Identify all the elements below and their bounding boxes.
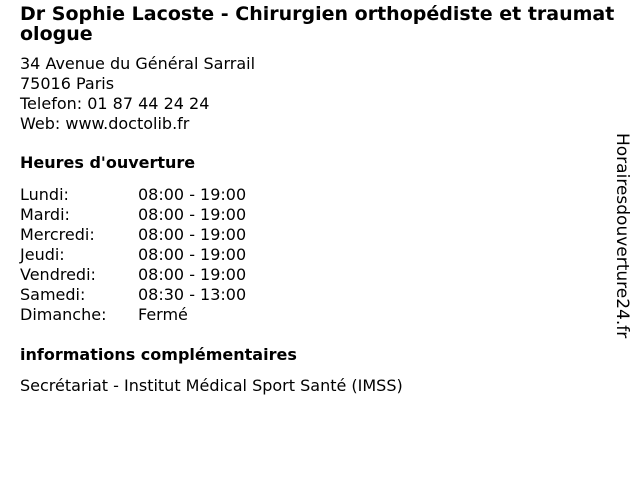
day-label: Vendredi: [20,265,96,284]
business-card [20,4,620,396]
time-value: 08:00 - 19:00 [138,245,247,264]
time-value: 08:00 - 19:00 [138,205,247,224]
street-address: 34 Avenue du Général Sarrail [20,54,256,73]
additional-info-text: Secrétariat - Institut Médical Sport Santé (IMSS) [20,376,403,395]
hours-row-sunday [20,305,620,325]
day-label: Samedi: [20,285,86,304]
side-brand-watermark: Horairesdouverture24.fr [612,133,632,339]
day-label: Dimanche: [20,305,107,324]
hours-row-thursday [20,245,620,265]
website: Web: www.doctolib.fr [20,114,190,133]
page-title: Dr Sophie Lacoste - Chirurgien orthopédiste et traumatologue [20,3,615,45]
opening-hours-heading: Heures d'ouverture [20,153,196,172]
address-block [20,54,620,134]
opening-hours-table [20,185,620,325]
additional-info-heading: informations complémentaires [20,345,297,364]
hours-row-saturday [20,285,620,305]
time-value: Fermé [138,305,188,324]
hours-row-wednesday [20,225,620,245]
day-label: Jeudi: [20,245,65,264]
hours-row-tuesday [20,205,620,225]
day-label: Mardi: [20,205,70,224]
hours-row-monday [20,185,620,205]
time-value: 08:30 - 13:00 [138,285,247,304]
time-value: 08:00 - 19:00 [138,185,247,204]
city: 75016 Paris [20,74,115,93]
time-value: 08:00 - 19:00 [138,225,247,244]
time-value: 08:00 - 19:00 [138,265,247,284]
phone-number: Telefon: 01 87 44 24 24 [20,94,210,113]
day-label: Lundi: [20,185,69,204]
day-label: Mercredi: [20,225,95,244]
hours-row-friday [20,265,620,285]
